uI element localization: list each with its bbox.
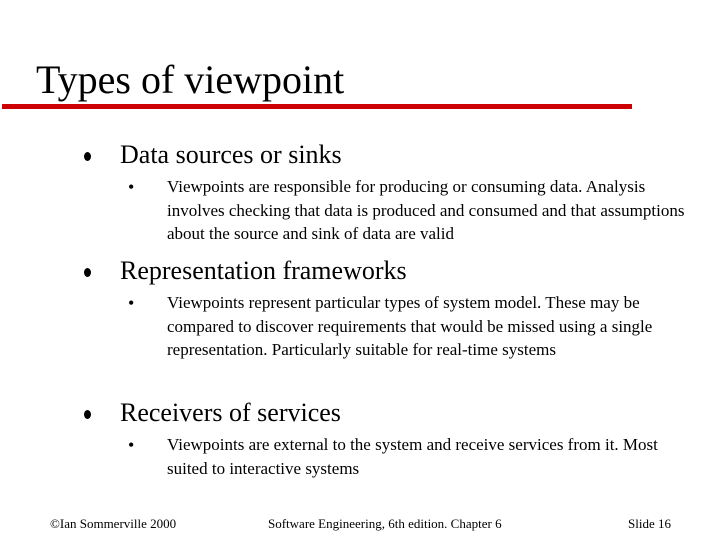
title-underline	[2, 104, 632, 109]
bullet-dot-icon	[84, 152, 91, 161]
sub-bullet-icon: •	[128, 435, 135, 455]
footer-course: Software Engineering, 6th edition. Chapter 6	[268, 516, 502, 531]
bullet-detail-receivers-of-services: Viewpoints are external to the system and receive services from it. Most suited to interactive systems	[167, 435, 658, 478]
sub-bullet-icon: •	[128, 293, 135, 313]
bullet-heading-receivers-of-services: Receivers of services	[120, 398, 341, 427]
footer-slide-number: Slide 16	[628, 516, 671, 531]
bullet-detail-representation-frameworks: Viewpoints represent particular types of system model. These may be compared to discover requirements that would be missed using a single representation. Particularly suitable for real-time systems	[167, 293, 653, 359]
bullet-heading-data-sources: Data sources or sinks	[120, 140, 342, 169]
bullet-heading-representation-frameworks: Representation frameworks	[120, 256, 407, 285]
bullet-dot-icon	[84, 410, 91, 419]
sub-bullet-icon: •	[128, 177, 135, 197]
footer-copyright: ©Ian Sommerville 2000	[50, 516, 177, 531]
bullet-dot-icon	[84, 268, 91, 277]
bullet-detail-data-sources: Viewpoints are responsible for producing or consuming data. Analysis involves checking that data is produced and consumed and that assumptions about the source and sink of data are valid	[167, 177, 685, 243]
slide-title: Types of viewpoint	[36, 57, 345, 102]
